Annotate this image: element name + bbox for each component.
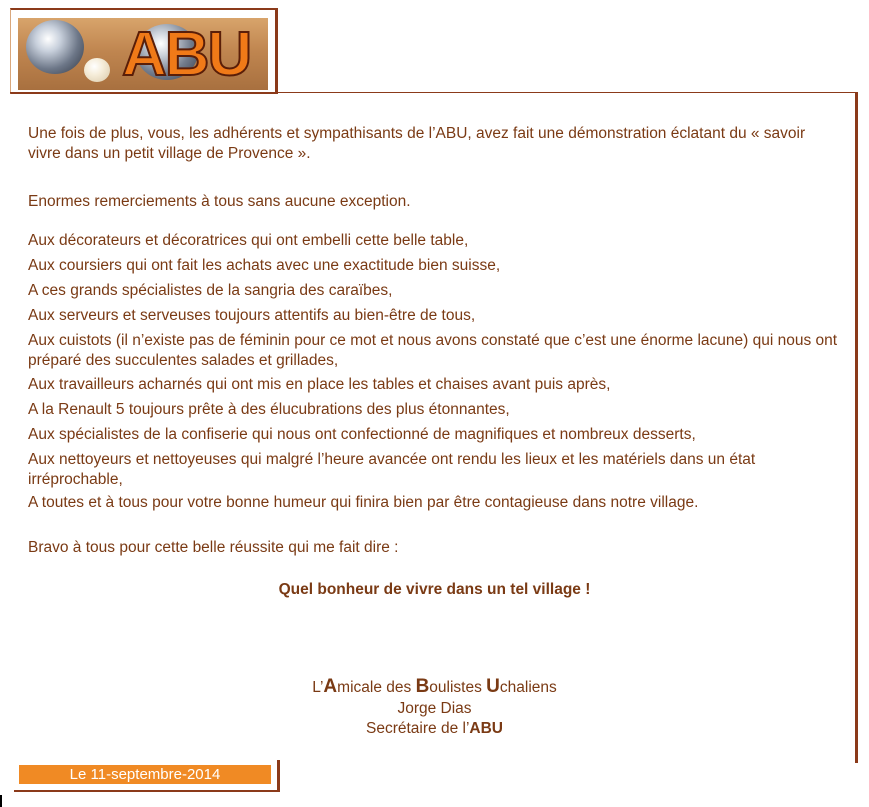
thanks-paragraph: Enormes remerciements à tous sans aucune exception. bbox=[28, 193, 411, 210]
association-prefix: L’ bbox=[312, 679, 324, 696]
thanks-line: Aux décorateurs et décoratrices qui ont embelli cette belle table, bbox=[28, 232, 469, 249]
corner-mark bbox=[0, 795, 2, 807]
association-word-u: chaliens bbox=[499, 679, 557, 696]
association-name bbox=[0, 677, 869, 698]
boule-icon bbox=[26, 20, 84, 74]
role-org: ABU bbox=[469, 720, 503, 737]
association-initial-u: U bbox=[486, 676, 500, 697]
thanks-line: Aux spécialistes de la confiserie qui nous ont confectionné de magnifiques et nombreux desserts, bbox=[28, 426, 696, 443]
thanks-line: Aux cuistots (il n’existe pas de féminin pour ce mot et nous avons constaté que c’est une énorme lacune) qui nous ont préparé des succulentes salades et grillades, bbox=[28, 332, 842, 369]
thanks-line: Aux nettoyeurs et nettoyeuses qui malgré l’heure avancée ont rendu les lieux et les matériels dans un état irréprochable, bbox=[28, 451, 760, 488]
signatory-role bbox=[0, 719, 869, 739]
bravo-line: Bravo à tous pour cette belle réussite qui me fait dire : bbox=[28, 539, 399, 556]
association-word-a: micale des bbox=[337, 679, 416, 696]
signatory-name: Jorge Dias bbox=[397, 700, 472, 717]
cochonnet-icon bbox=[84, 58, 110, 82]
thanks-line: Aux travailleurs acharnés qui ont mis en place les tables et chaises avant puis après, bbox=[28, 376, 611, 393]
thanks-line: A toutes et à tous pour votre bonne humeur qui finira bien par être contagieuse dans notre village. bbox=[28, 494, 699, 511]
closing-exclamation: Quel bonheur de vivre dans un tel village ! bbox=[278, 581, 591, 598]
abu-logo bbox=[18, 18, 268, 90]
intro-paragraph: Une fois de plus, vous, les adhérents et sympathisants de l’ABU, avez fait une démonstration éclatant du « savoir vivre dans un petit village de Provence ». bbox=[28, 125, 810, 162]
association-word-b: oulistes bbox=[429, 679, 487, 696]
association-initial-b: B bbox=[415, 676, 430, 697]
thanks-line: A ces grands spécialistes de la sangria des caraïbes, bbox=[28, 282, 393, 299]
thanks-line: A la Renault 5 toujours prête à des élucubrations des plus étonnantes, bbox=[28, 401, 510, 418]
role-prefix: Secrétaire de l’ bbox=[366, 720, 470, 737]
date-label: Le 11-septembre-2014 bbox=[19, 765, 271, 784]
association-initial-a: A bbox=[323, 676, 338, 697]
logo-text: ABU bbox=[122, 20, 251, 89]
thanks-line: Aux coursiers qui ont fait les achats avec une exactitude bien suisse, bbox=[28, 257, 501, 274]
thanks-line: Aux serveurs et serveuses toujours attentifs au bien-être de tous, bbox=[28, 307, 476, 324]
